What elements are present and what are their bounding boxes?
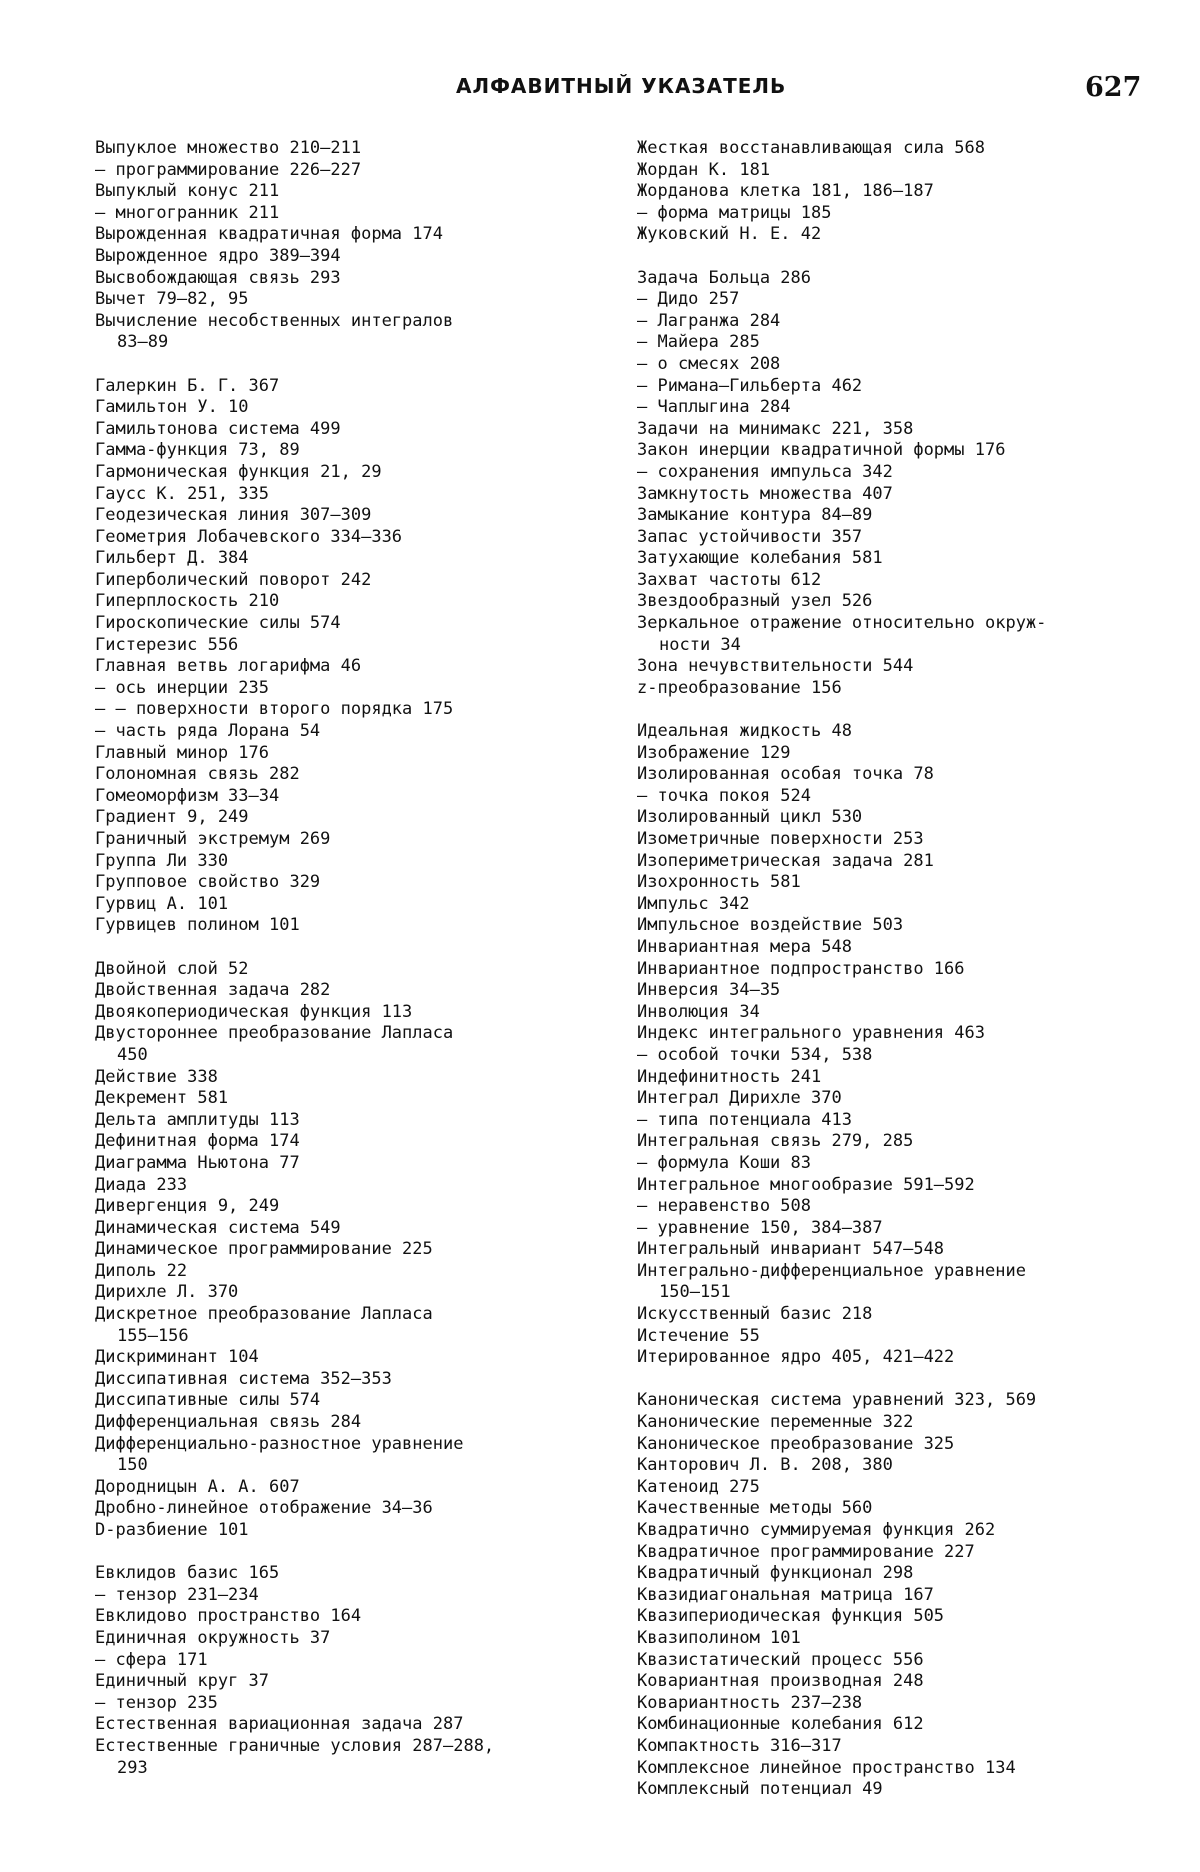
- index-entry: Замыкание контура 84—89: [637, 505, 873, 526]
- index-entry: — уравнение 150, 384—387: [637, 1217, 883, 1238]
- index-entry: Гироскопические силы 574: [95, 613, 341, 634]
- index-entry: Единичный круг 37: [95, 1671, 269, 1692]
- index-entry: Двоякопериодическая функция 113: [95, 1001, 413, 1022]
- index-entry: Катеноид 275: [637, 1476, 760, 1497]
- index-entry: Групповое свойство 329: [95, 872, 321, 893]
- index-entry: Жордан К. 181: [637, 159, 771, 180]
- index-entry: Диаграмма Ньютона 77: [95, 1152, 300, 1173]
- index-entry: Индефинитность 241: [637, 1066, 822, 1087]
- index-entry: — тензор 235: [95, 1692, 218, 1713]
- index-entry: Диссипативная система 352—353: [95, 1368, 392, 1389]
- index-entry: Группа Ли 330: [95, 850, 229, 871]
- index-entry: Затухающие колебания 581: [637, 548, 883, 569]
- index-entry: Комплексный потенциал 49: [637, 1779, 883, 1800]
- index-entry: Импульс 342: [637, 893, 750, 914]
- page-number: 627: [1085, 72, 1142, 103]
- index-entry: 293: [117, 1757, 148, 1778]
- index-entry: — Чаплыгина 284: [637, 397, 791, 418]
- index-entry: Гиперплоскость 210: [95, 591, 280, 612]
- index-entry: Дородницын А. А. 607: [95, 1476, 300, 1497]
- index-entry: — типа потенциала 413: [637, 1109, 852, 1130]
- index-entry: Интегральная связь 279, 285: [637, 1131, 914, 1152]
- index-entry: Двустороннее преобразование Лапласа: [95, 1023, 454, 1044]
- index-entry: Дельта амплитуды 113: [95, 1109, 300, 1130]
- index-entry: Дробно-линейное отображение 34—36: [95, 1498, 433, 1519]
- index-entry: Жесткая восстанавливающая сила 568: [637, 138, 985, 158]
- index-entry: Индекс интегрального уравнения 463: [637, 1023, 985, 1044]
- index-entry: Инвариантная мера 548: [637, 936, 852, 957]
- index-entry: — многогранник 211: [95, 202, 280, 223]
- index-entry: Интегрально-дифференциальное уравнение: [637, 1260, 1026, 1281]
- index-entry: 150—151: [659, 1282, 731, 1303]
- index-entry: Галеркин Б. Г. 367: [95, 375, 280, 396]
- index-entry: D-разбиение 101: [95, 1520, 249, 1540]
- index-entry: Дирихле Л. 370: [95, 1282, 239, 1303]
- index-entry: Гурвиц А. 101: [95, 893, 229, 914]
- index-entry: Единичная окружность 37: [95, 1627, 331, 1648]
- index-entry: Зона нечувствительности 544: [637, 656, 914, 677]
- index-entry: Диполь 22: [95, 1260, 188, 1281]
- index-entry: 83—89: [117, 332, 169, 353]
- index-entry: — о смесях 208: [637, 353, 781, 374]
- index-entry: — сфера 171: [95, 1649, 208, 1670]
- index-entry: Импульсное воздействие 503: [637, 915, 904, 936]
- section-gap: [95, 937, 600, 959]
- index-entry: Гиперболический поворот 242: [95, 569, 372, 590]
- index-entry: 150: [117, 1455, 148, 1476]
- index-entry: Искусственный базис 218: [637, 1304, 873, 1325]
- index-entry: Главный минор 176: [95, 742, 269, 763]
- index-entry: Граничный экстремум 269: [95, 829, 331, 849]
- index-entry: Дискретное преобразование Лапласа: [95, 1304, 433, 1325]
- index-entry: Гомеоморфизм 33—34: [95, 785, 280, 806]
- index-entry: Голономная связь 282: [95, 764, 300, 785]
- index-entry: Дискриминант 104: [95, 1347, 259, 1368]
- index-entry: Дивергенция 9, 249: [95, 1196, 280, 1217]
- index-entry: Интегральное многообразие 591—592: [637, 1174, 975, 1195]
- index-entry: Истечение 55: [637, 1325, 760, 1346]
- index-entry: Инволюция 34: [637, 1001, 760, 1022]
- index-entry: Жорданова клетка 181, 186—187: [637, 181, 934, 202]
- index-entry: Дифференциально-разностное уравнение: [95, 1433, 464, 1454]
- section-gap: [637, 246, 1149, 268]
- section-gap: [95, 354, 600, 376]
- index-entry: Вычет 79—82, 95: [95, 289, 249, 310]
- index-entry: Инверсия 34—35: [637, 980, 781, 1001]
- index-entry: Гармоническая функция 21, 29: [95, 461, 382, 482]
- index-entry: Евклидово пространство 164: [95, 1606, 362, 1627]
- index-entry: Квазиполином 101: [637, 1627, 801, 1648]
- index-entry: — ось инерции 235: [95, 677, 269, 698]
- index-entry: Динамическая система 549: [95, 1217, 341, 1238]
- index-entry: Каноническое преобразование 325: [637, 1433, 955, 1454]
- index-entry: 450: [117, 1044, 148, 1065]
- index-entry: — неравенство 508: [637, 1196, 811, 1217]
- index-entry: Каноническая система уравнений 323, 569: [637, 1390, 1037, 1411]
- index-entry: Вырожденная квадратичная форма 174: [95, 224, 443, 245]
- index-entry: ности 34: [659, 634, 741, 655]
- index-entry: Квазидиагональная матрица 167: [637, 1584, 934, 1605]
- index-entry: Выпуклый конус 211: [95, 181, 280, 202]
- index-entry: Зеркальное отражение относительно окруж-: [637, 613, 1047, 634]
- index-entry: Квадратично суммируемая функция 262: [637, 1520, 996, 1540]
- index-entry: Итерированное ядро 405, 421—422: [637, 1347, 955, 1368]
- index-entry: Идеальная жидкость 48: [637, 721, 852, 742]
- index-entry: Канонические переменные 322: [637, 1412, 914, 1433]
- index-entry: Ковариантность 237—238: [637, 1692, 863, 1713]
- section-gap: [637, 699, 1149, 721]
- index-entry: Гурвицев полином 101: [95, 915, 300, 936]
- index-entry: Закон инерции квадратичной формы 176: [637, 440, 1006, 461]
- index-entry: Диада 233: [95, 1174, 188, 1195]
- index-entry: Ковариантная производная 248: [637, 1671, 924, 1692]
- index-entry: — тензор 231—234: [95, 1584, 259, 1605]
- index-entry: Высвобождающая связь 293: [95, 267, 341, 288]
- section-gap: [95, 1542, 600, 1564]
- index-entry: Геодезическая линия 307—309: [95, 505, 372, 526]
- index-column-left: [95, 138, 600, 1779]
- index-entry: — форма матрицы 185: [637, 202, 832, 223]
- index-entry: Вычисление несобственных интегралов: [95, 310, 454, 331]
- index-entry: Главная ветвь логарифма 46: [95, 656, 362, 677]
- index-entry: Двойной слой 52: [95, 958, 249, 979]
- index-entry: Гаусс К. 251, 335: [95, 483, 269, 504]
- index-entry: z-преобразование 156: [637, 677, 842, 698]
- index-entry: Гамильтон У. 10: [95, 397, 249, 418]
- running-head: АЛФАВИТНЫЙ УКАЗАТЕЛЬ: [456, 74, 787, 98]
- index-entry: — Лагранжа 284: [637, 310, 781, 331]
- index-entry: — Римана—Гильберта 462: [637, 375, 863, 396]
- index-entry: Изопериметрическая задача 281: [637, 850, 934, 871]
- index-entry: Действие 338: [95, 1066, 218, 1087]
- index-entry: Геометрия Лобачевского 334—336: [95, 526, 403, 547]
- section-gap: [637, 1369, 1149, 1391]
- index-entry: Гильберт Д. 384: [95, 548, 249, 569]
- index-entry: Естественные граничные условия 287—288,: [95, 1735, 495, 1756]
- index-entry: — программирование 226—227: [95, 159, 362, 180]
- index-entry: Канторович Л. В. 208, 380: [637, 1455, 893, 1476]
- index-entry: Звездообразный узел 526: [637, 591, 873, 612]
- index-entry: Выпуклое множество 210—211: [95, 138, 362, 158]
- index-entry: Гамма-функция 73, 89: [95, 440, 300, 461]
- index-entry: Дифференциальная связь 284: [95, 1412, 362, 1433]
- index-entry: Гистерезис 556: [95, 634, 239, 655]
- index-entry: — формула Коши 83: [637, 1152, 811, 1173]
- index-entry: Интеграл Дирихле 370: [637, 1088, 842, 1109]
- index-entry: Квазистатический процесс 556: [637, 1649, 924, 1670]
- index-entry: Изометричные поверхности 253: [637, 829, 924, 849]
- index-entry: Задача Больца 286: [637, 267, 811, 288]
- index-entry: Вырожденное ядро 389—394: [95, 245, 341, 266]
- index-entry: — Дидо 257: [637, 289, 740, 310]
- index-entry: Декремент 581: [95, 1088, 229, 1109]
- index-entry: Комплексное линейное пространство 134: [637, 1757, 1016, 1778]
- index-entry: — часть ряда Лорана 54: [95, 721, 321, 742]
- index-entry: Квадратичный функционал 298: [637, 1563, 914, 1584]
- index-entry: — Майера 285: [637, 332, 760, 353]
- index-entry: Евклидов базис 165: [95, 1563, 280, 1584]
- index-entry: Дефинитная форма 174: [95, 1131, 300, 1152]
- index-entry: Компактность 316—317: [637, 1735, 842, 1756]
- index-entry: Задачи на минимакс 221, 358: [637, 418, 914, 439]
- index-entry: Инвариантное подпространство 166: [637, 958, 965, 979]
- index-entry: Изображение 129: [637, 742, 791, 763]
- index-entry: Квазипериодическая функция 505: [637, 1606, 945, 1627]
- index-column-right: [637, 138, 1149, 1801]
- index-entry: Динамическое программирование 225: [95, 1239, 433, 1260]
- index-entry: 155—156: [117, 1325, 189, 1346]
- index-entry: Изолированная особая точка 78: [637, 764, 934, 785]
- index-entry: Гамильтонова система 499: [95, 418, 341, 439]
- index-entry: Градиент 9, 249: [95, 807, 249, 828]
- index-entry: Комбинационные колебания 612: [637, 1714, 924, 1735]
- index-entry: Естественная вариационная задача 287: [95, 1714, 464, 1735]
- index-entry: — — поверхности второго порядка 175: [95, 699, 454, 720]
- index-entry: Квадратичное программирование 227: [637, 1541, 975, 1562]
- index-entry: Запас устойчивости 357: [637, 526, 863, 547]
- index-entry: Качественные методы 560: [637, 1498, 873, 1519]
- index-entry: Диссипативные силы 574: [95, 1390, 321, 1411]
- index-entry: — точка покоя 524: [637, 785, 811, 806]
- index-entry: Замкнутость множества 407: [637, 483, 893, 504]
- index-entry: — особой точки 534, 538: [637, 1044, 873, 1065]
- index-entry: Изохронность 581: [637, 872, 801, 893]
- index-entry: Изолированный цикл 530: [637, 807, 863, 828]
- index-entry: — сохранения импульса 342: [637, 461, 893, 482]
- index-entry: Двойственная задача 282: [95, 980, 331, 1001]
- index-entry: Захват частоты 612: [637, 569, 822, 590]
- index-entry: Жуковский Н. Е. 42: [637, 224, 822, 245]
- index-entry: Интегральный инвариант 547—548: [637, 1239, 945, 1260]
